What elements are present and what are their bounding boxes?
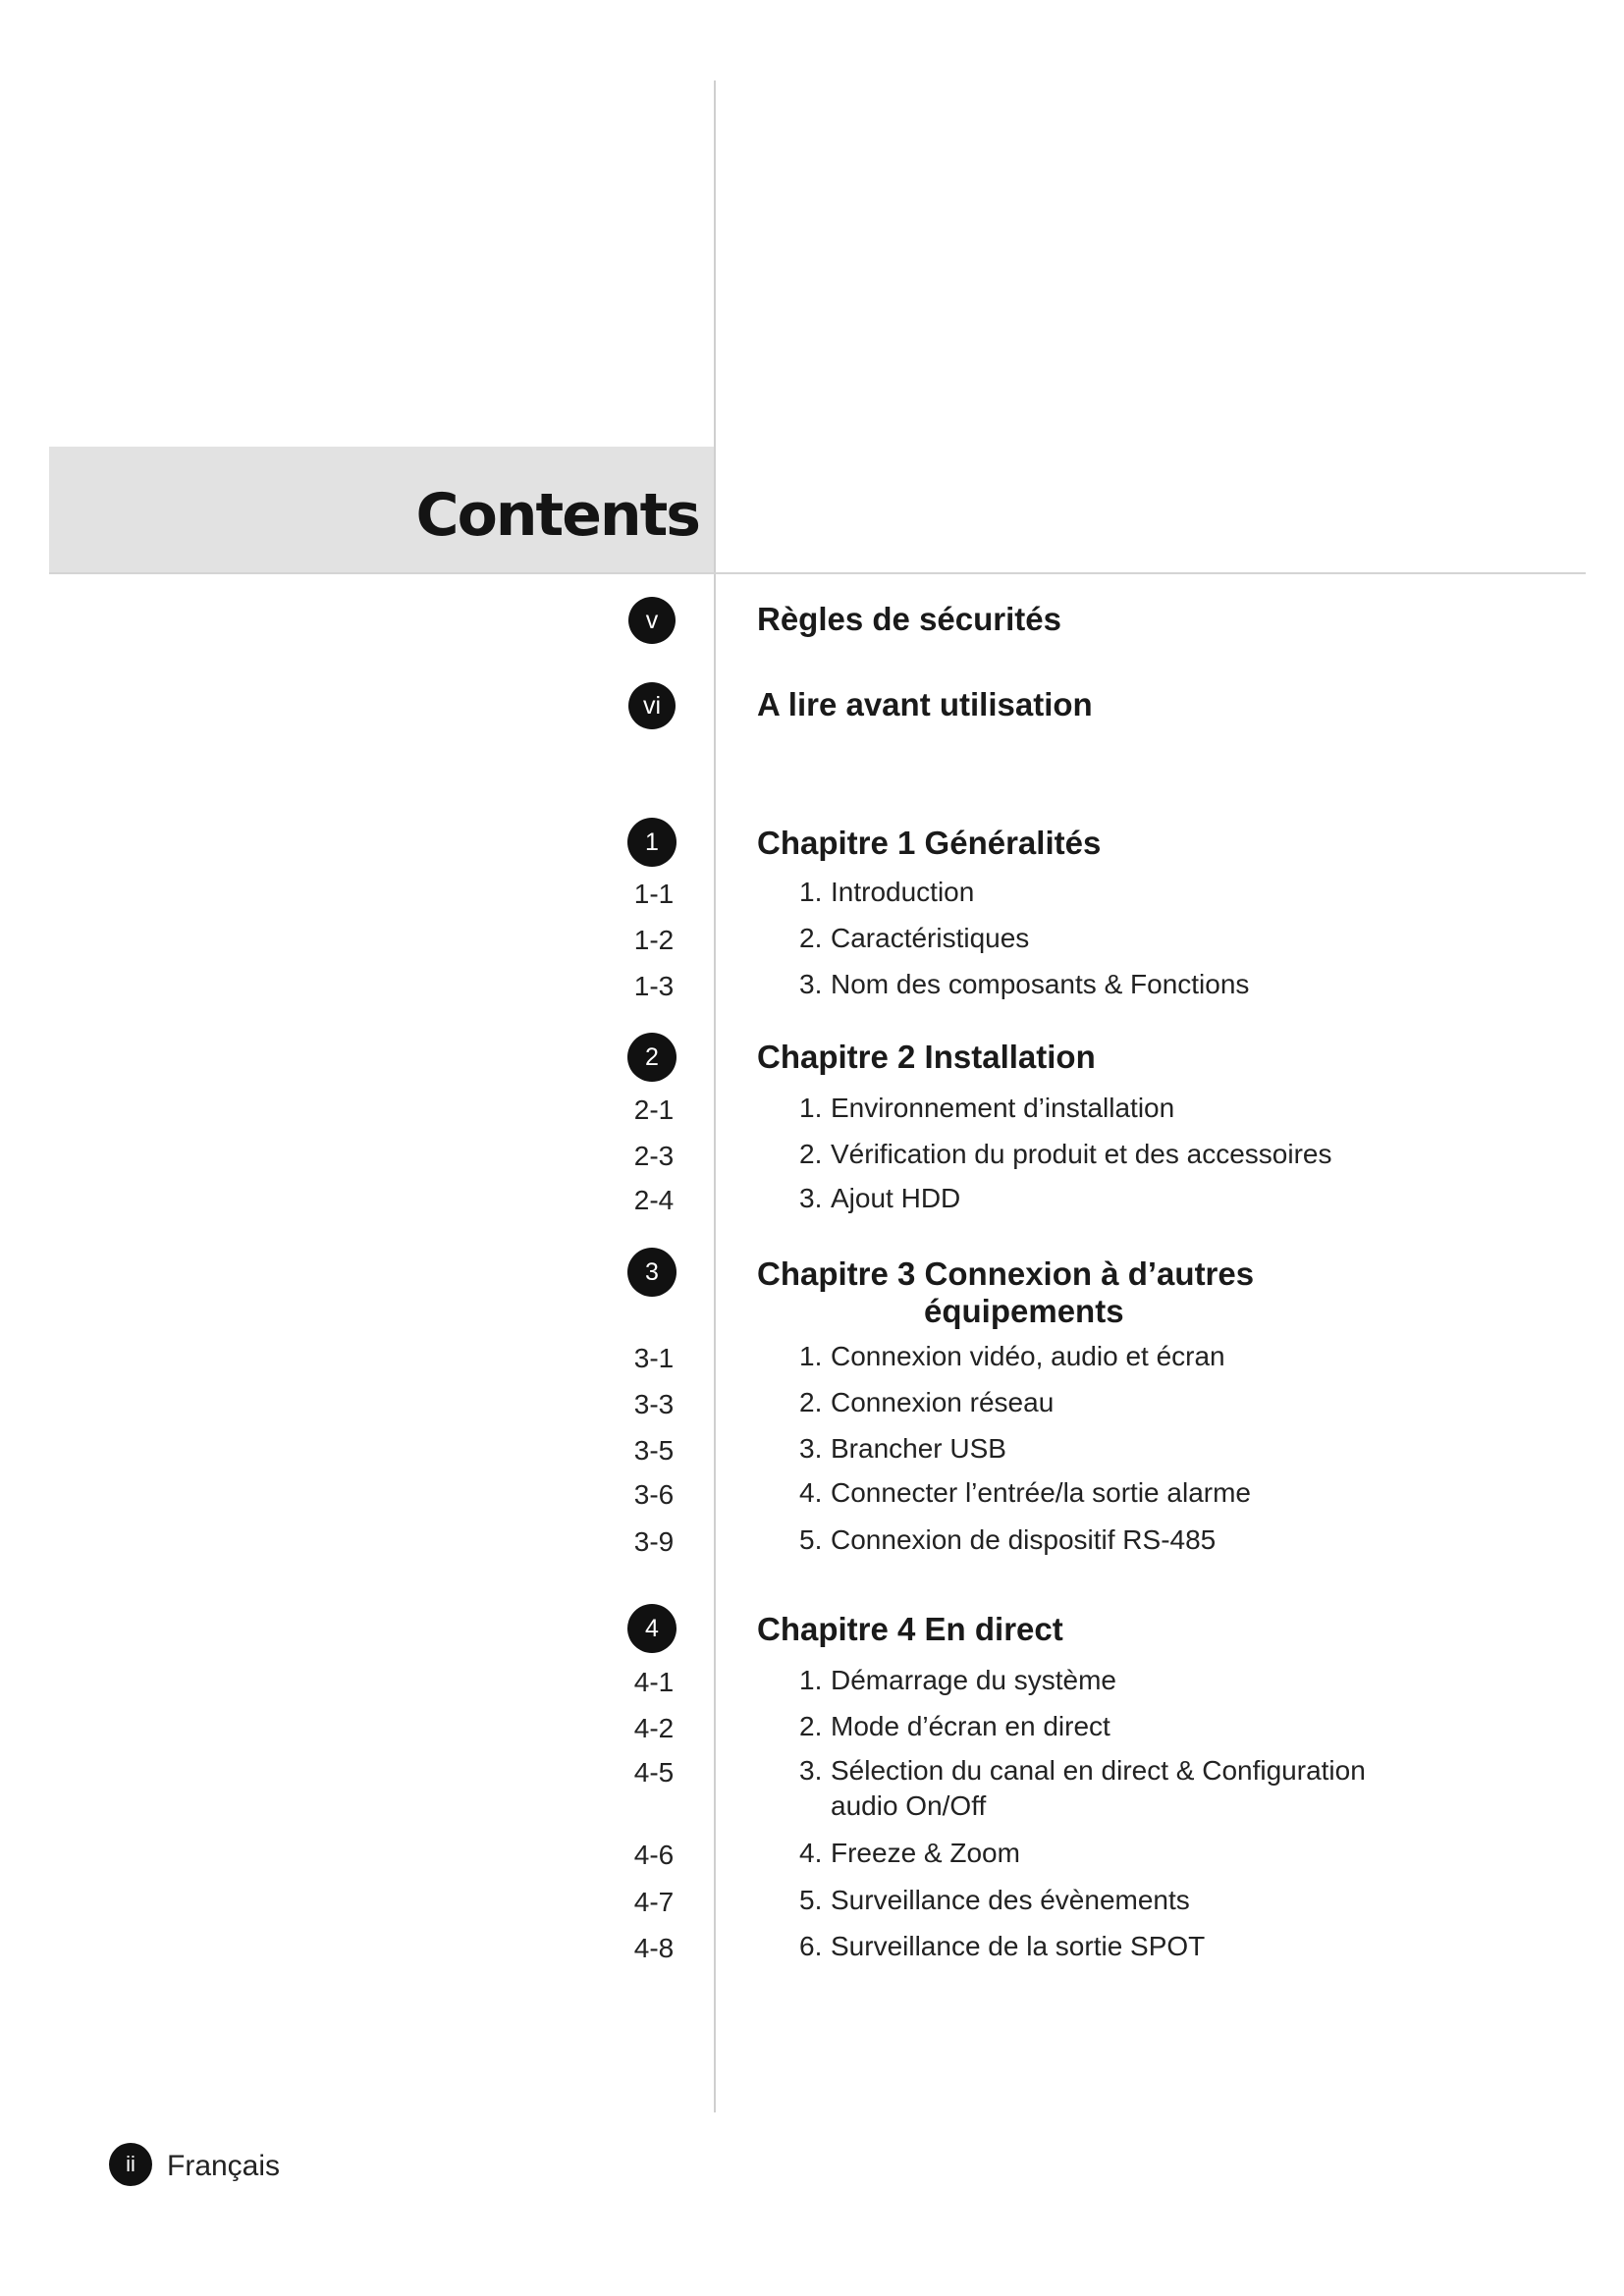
toc-entry[interactable] [799,1753,1366,1824]
page-number: 3-9 [633,1526,675,1557]
chapter-heading-continuation: équipements [924,1293,1124,1329]
toc-entry[interactable] [799,1883,1190,1918]
page-number: 2-3 [633,1141,675,1171]
chapter-heading-line: Chapitre 3 Connexion à d’autres [757,1255,1255,1292]
footer-language: Français [167,2150,281,2182]
entry-text: Surveillance de la sortie SPOT [831,1931,1206,1961]
page-number: 1-1 [633,879,675,909]
entry-number: 3. [799,1755,823,1786]
entry-text: Sélection du canal en direct & Configuration audio On/Off [831,1755,1366,1821]
entry-number: 1. [799,1093,823,1123]
page-number: 3-3 [633,1389,675,1419]
entry-number: 3. [799,1183,823,1213]
toc-entry[interactable] [799,1137,1332,1172]
toc-entry[interactable] [799,921,1029,956]
entry-text: Introduction [831,877,975,907]
page-number: 3-5 [633,1435,675,1466]
entry-number: 4. [799,1838,823,1868]
page-number: 2-4 [633,1185,675,1215]
entry-text: Connecter l’entrée/la sortie alarme [831,1477,1251,1508]
entry-number: 3. [799,1433,823,1464]
entry-text: Connexion vidéo, audio et écran [831,1341,1225,1371]
entry-text: Connexion réseau [831,1387,1055,1417]
page-number: 1-3 [633,971,675,1001]
entry-number: 2. [799,1387,823,1417]
preface-heading: A lire avant utilisation [757,686,1093,722]
entry-number: 6. [799,1931,823,1961]
toc-entry[interactable] [799,875,974,910]
toc-entry[interactable] [799,1522,1216,1558]
entry-number: 3. [799,969,823,999]
entry-number: 2. [799,923,823,953]
entry-text: Vérification du produit et des accessoires [831,1139,1332,1169]
toc-entry[interactable] [799,1475,1251,1511]
toc-entry[interactable] [799,1929,1205,1964]
entry-text: Surveillance des évènements [831,1885,1190,1915]
entry-number: 1. [799,877,823,907]
page-number: 3-1 [633,1343,675,1373]
vertical-divider [714,80,716,2112]
entry-number: 2. [799,1139,823,1169]
entry-text: Environnement d’installation [831,1093,1175,1123]
page-number: 4-1 [633,1667,675,1697]
toc-entry[interactable] [799,1663,1116,1698]
horizontal-divider [49,572,1586,574]
chapter-heading: Chapitre 2 Installation [757,1039,1096,1075]
entry-text: Brancher USB [831,1433,1006,1464]
page-number: 2-1 [633,1095,675,1125]
chapter-badge: 1 [627,818,677,867]
toc-entry[interactable] [799,1431,1006,1467]
toc-entry[interactable] [799,1709,1110,1744]
entry-number: 5. [799,1885,823,1915]
entry-text: Ajout HDD [831,1183,961,1213]
chapter-heading: Chapitre 1 Généralités [757,825,1102,861]
page-number: 4-8 [633,1933,675,1963]
entry-text: Nom des composants & Fonctions [831,969,1250,999]
preface-badge: vi [628,682,676,729]
entry-number: 1. [799,1341,823,1371]
chapter-heading: Chapitre 4 En direct [757,1611,1063,1647]
entry-text: Caractéristiques [831,923,1030,953]
entry-number: 4. [799,1477,823,1508]
toc-entry[interactable] [799,1836,1020,1871]
page-number: 4-5 [633,1757,675,1788]
chapter-badge: 4 [627,1604,677,1653]
toc-entry[interactable] [799,1091,1174,1126]
page-title: Contents [415,481,699,550]
page-number: 4-7 [633,1887,675,1917]
chapter-heading [757,1255,1254,1330]
toc-entry[interactable] [799,967,1249,1002]
entry-number: 5. [799,1524,823,1555]
entry-number: 2. [799,1711,823,1741]
page-number: 1-2 [633,925,675,955]
page-number: 4-6 [633,1840,675,1870]
page-number: 4-2 [633,1713,675,1743]
toc-entry[interactable] [799,1339,1225,1374]
page-number: 3-6 [633,1479,675,1510]
entry-number: 1. [799,1665,823,1695]
entry-text: Freeze & Zoom [831,1838,1020,1868]
toc-entry[interactable] [799,1385,1054,1420]
entry-text: Mode d’écran en direct [831,1711,1110,1741]
entry-text: Démarrage du système [831,1665,1117,1695]
preface-badge: v [628,597,676,644]
entry-text: Connexion de dispositif RS-485 [831,1524,1217,1555]
chapter-badge: 2 [627,1033,677,1082]
preface-heading: Règles de sécurités [757,601,1061,637]
page-number-badge: ii [109,2143,152,2186]
chapter-badge: 3 [627,1248,677,1297]
toc-entry[interactable] [799,1181,960,1216]
